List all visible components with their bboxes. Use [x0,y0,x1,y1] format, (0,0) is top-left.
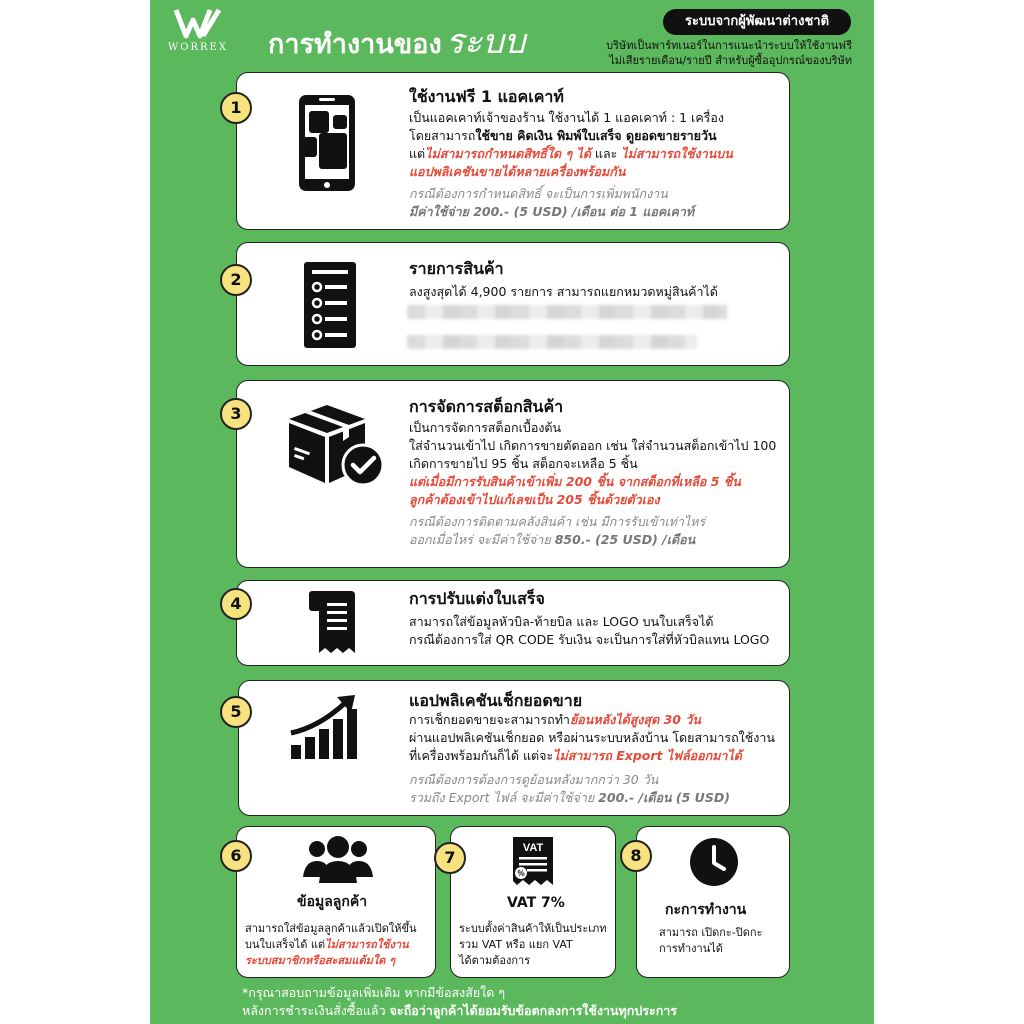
footer-line [242,1002,677,1020]
card-title: กะการทำงาน [665,902,747,918]
text-red: ไม่สามารถใช้งาน [325,938,409,951]
text-red: ไม่สามารถ Export ไฟล์ออกมาได้ [553,748,742,763]
card-note [409,531,776,549]
footer-note [242,984,677,1020]
foreign-note-line: ไม่เสียรายเดือน/รายปี สำหรับผู้ซื้ออุปกรณ์ของบริษัท [609,54,852,67]
brand-name: WORREX [168,42,228,53]
feature-card-free-account [236,72,790,230]
card-line: การทำงานได้ [659,942,723,955]
blurred-content [407,335,697,349]
blurred-content [407,305,727,319]
text: ที่เครื่องพร้อมกันก็ได้ แต่จะ [409,748,554,763]
card-body [659,925,763,957]
card-line [409,711,775,729]
feature-card-sales-app [238,680,790,816]
text: ออกเมื่อไหร่ จะมีค่าใช้จ่าย [409,532,555,547]
vat-icon-label: VAT [522,842,544,854]
card-line [245,937,417,953]
page-title-script: ระบบ [445,22,526,62]
step-number: 4 [220,588,252,620]
poster [150,0,874,1024]
text-red: ไม่สามารถใช้งานบน [621,146,733,161]
card-line: เกิดการขายไป 95 ชิ้น สต็อกจะเหลือ 5 ชิ้น [409,456,638,471]
text-bold: มีค่าใช้จ่าย 200.- (5 USD) /เดือน ต่อ 1 แอคเคาท์ [409,204,695,219]
card-line: แอปพลิเคชันขายได้หลายเครื่องพร้อมกัน [409,164,626,179]
feature-card-products [236,242,790,366]
card-title: VAT 7% [507,895,565,911]
card-line: ระบบสมาชิกหรือสะสมแต้มใด ๆ [245,954,396,967]
card-line [409,127,733,145]
card-note: กรณีต้องการติดตามคลังสินค้า เช่น มีการรับเข้าเท่าไหร่ [409,514,706,529]
card-line: เป็นแอคเคาท์เจ้าของร้าน ใช้งานได้ 1 แอคเคาท์ : 1 เครื่อง [409,110,725,125]
card-note: กรณีต้องการกำหนดสิทธิ์ จะเป็นการเพิ่มพนักงาน [409,186,668,201]
feature-card-shift [636,826,790,978]
page-title-text: การทำงานของ [268,29,442,60]
card-line: ผ่านแอปพลิเคชันเช็กยอด หรือผ่านระบบหลังบ้าน โดยสามารถใช้งาน [409,730,775,745]
card-body [409,109,733,221]
card-line: สามารถ เปิดกะ-ปิดกะ [659,926,763,939]
text: และ [590,146,622,161]
growth-chart-icon [289,693,359,761]
step-number: 8 [620,840,652,872]
card-line: กรณีต้องการใส่ QR CODE รับเงิน จะเป็นการใส่ที่หัวบิลแทน LOGO [409,632,770,647]
step-number: 7 [434,842,466,874]
receipt-icon [307,589,357,655]
feature-card-receipt [236,580,790,666]
card-line: ใส่จำนวนเข้าไป เกิดการขายตัดออก เช่น ใส่จำนวนสต็อกเข้าไป 100 [409,438,777,453]
card-line [409,747,775,765]
smartphone-icon [297,93,357,193]
card-line: สามารถใส่ข้อมูลหัวบิล-ท้ายบิล และ LOGO บนใบเสร็จได้ [409,614,714,629]
worrex-logo-icon [173,6,223,40]
brand-logo [168,6,228,53]
card-body [409,419,776,549]
card-body [409,613,769,649]
text-bold: 850.- (25 USD) /เดือน [554,532,696,547]
card-title: การปรับแต่งใบเสร็จ [409,589,545,608]
clock-icon [689,837,739,887]
step-number: 6 [220,840,252,872]
checklist-icon [303,261,357,349]
customers-icon [303,835,373,885]
step-number: 3 [220,398,252,430]
card-note [409,789,775,807]
card-title: รายการสินค้า [409,259,504,278]
text: โดยสามารถ [409,128,476,143]
step-number: 1 [220,92,252,124]
card-line: เป็นการจัดการสต็อกเบื้องต้น [409,420,562,435]
text: บนใบเสร็จได้ แต่ [245,938,326,951]
card-title: ใช้งานฟรี 1 แอคเคาท์ [409,87,564,106]
text: หลังการชำระเงินสั่งซื้อแล้ว [242,1003,390,1018]
foreign-note-line: บริษัทเป็นพาร์ทเนอร์ในการแนะนำระบบให้ใช้งานฟรี [606,39,852,52]
card-line: ลูกค้าต้องเข้าไปแก้เลขเป็น 205 ชิ้นด้วยตัวเอง [409,492,660,507]
step-number: 2 [220,264,252,296]
card-body [245,921,417,969]
feature-card-vat [450,826,616,978]
page-title [268,14,525,68]
card-line: รวม VAT หรือ แยก VAT [459,938,573,951]
foreign-developer-badge: ระบบจากผู้พัฒนาต่างชาติ [663,9,851,35]
svg-text:%: % [517,869,525,878]
card-body [409,711,775,807]
text-red: ไม่สามารถกำหนดสิทธิ์ใด ๆ ได้ [425,146,591,161]
card-title: แอปพลิเคชันเช็กยอดขาย [409,691,583,710]
text: รวมถึง Export ไฟล์ จะมีค่าใช้จ่าย [409,790,599,805]
card-line: ลงสูงสุดได้ 4,900 รายการ สามารถแยกหมวดหมู่สินค้าได้ [409,284,718,299]
card-title: การจัดการสต็อกสินค้า [409,397,564,416]
card-note [409,203,733,221]
step-number: 5 [220,696,252,728]
card-line: สามารถใส่ข้อมูลลูกค้าแล้วเปิดให้ขึ้น [245,922,417,935]
box-check-icon [283,397,387,489]
feature-card-stock [236,380,790,568]
text-red: ย้อนหลังได้สูงสุด 30 วัน [569,712,701,727]
card-note: กรณีต้องการต้องการดูย้อนหลังมากกว่า 30 วัน [409,772,659,787]
card-body [459,921,607,969]
card-title: ข้อมูลลูกค้า [297,894,368,910]
card-line: ระบบตั้งค่าสินค้าให้เป็นประเภท [459,922,607,935]
card-line: แต่เมื่อมีการรับสินค้าเข้าเพิ่ม 200 ชิ้น จากสต็อกที่เหลือ 5 ชิ้น [409,474,741,489]
footer-line: *กรุณาสอบถามข้อมูลเพิ่มเติม หากมีข้อสงสัยใด ๆ [242,985,506,1000]
text-bold: จะถือว่าลูกค้าได้ยอมรับข้อตกลงการใช้งานทุกประการ [389,1003,678,1018]
text-bold: ใช้ขาย คิดเงิน พิมพ์ใบเสร็จ ดูยอดขายรายวัน [475,128,717,143]
card-line: ได้ตามต้องการ [459,954,531,967]
card-body [409,283,718,301]
vat-receipt-icon [511,835,555,887]
foreign-developer-note [552,38,852,68]
feature-card-customers [236,826,436,978]
text: แต่ [409,146,426,161]
card-line [409,145,733,163]
text-bold: 200.- /เดือน (5 USD) [598,790,730,805]
text: การเช็กยอดขายจะสามารถทำ [409,712,570,727]
